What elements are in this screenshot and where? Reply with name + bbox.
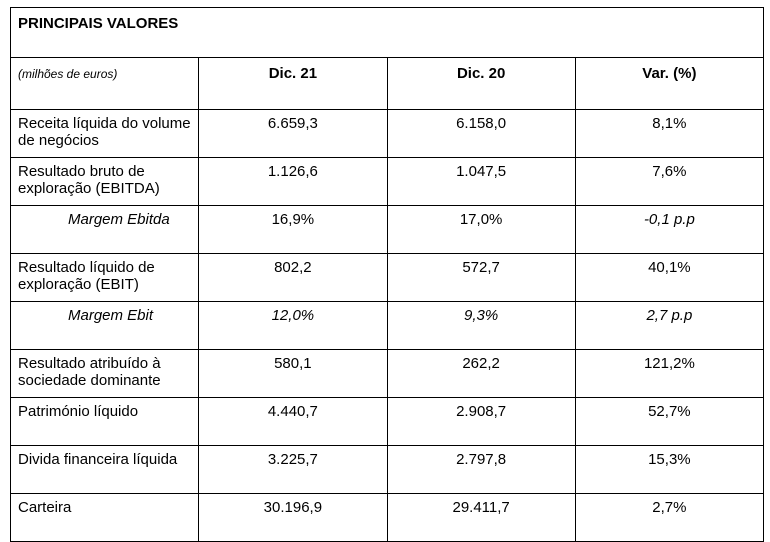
value-dic21: 3.225,7 [199, 446, 387, 494]
value-dic20: 262,2 [387, 350, 575, 398]
unit-label: (milhões de euros) [11, 58, 199, 110]
title-row [11, 8, 764, 58]
principal-values-table [10, 7, 764, 542]
value-dic21: 1.126,6 [199, 158, 387, 206]
value-dic20: 572,7 [387, 254, 575, 302]
value-dic21: 802,2 [199, 254, 387, 302]
value-var: 15,3% [575, 446, 763, 494]
value-dic20: 2.908,7 [387, 398, 575, 446]
table-row [11, 302, 764, 350]
table-row [11, 158, 764, 206]
value-dic21: 4.440,7 [199, 398, 387, 446]
value-dic20: 2.797,8 [387, 446, 575, 494]
table-row [11, 110, 764, 158]
value-var: 2,7 p.p [575, 302, 763, 350]
table-row [11, 446, 764, 494]
value-dic21: 6.659,3 [199, 110, 387, 158]
table-row [11, 206, 764, 254]
value-var: 121,2% [575, 350, 763, 398]
row-label: Carteira [11, 494, 199, 542]
row-label: Resultado bruto de exploração (EBITDA) [11, 158, 199, 206]
value-dic20: 6.158,0 [387, 110, 575, 158]
table-row [11, 494, 764, 542]
value-dic21: 30.196,9 [199, 494, 387, 542]
value-dic21: 16,9% [199, 206, 387, 254]
value-var: -0,1 p.p [575, 206, 763, 254]
value-dic20: 29.411,7 [387, 494, 575, 542]
row-label: Divida financeira líquida [11, 446, 199, 494]
table-row [11, 254, 764, 302]
value-dic20: 1.047,5 [387, 158, 575, 206]
row-label: Margem Ebit [11, 302, 199, 350]
row-label: Resultado atribuído à sociedade dominante [11, 350, 199, 398]
value-dic21: 12,0% [199, 302, 387, 350]
table-row [11, 350, 764, 398]
value-var: 7,6% [575, 158, 763, 206]
table-row [11, 398, 764, 446]
value-dic21: 580,1 [199, 350, 387, 398]
value-var: 40,1% [575, 254, 763, 302]
table-title: PRINCIPAIS VALORES [11, 8, 764, 58]
row-label: Margem Ebitda [11, 206, 199, 254]
value-var: 52,7% [575, 398, 763, 446]
value-var: 8,1% [575, 110, 763, 158]
header-row [11, 58, 764, 110]
row-label: Património líquido [11, 398, 199, 446]
row-label: Resultado líquido de exploração (EBIT) [11, 254, 199, 302]
value-var: 2,7% [575, 494, 763, 542]
column-header-dic21: Dic. 21 [199, 58, 387, 110]
value-dic20: 17,0% [387, 206, 575, 254]
column-header-dic20: Dic. 20 [387, 58, 575, 110]
value-dic20: 9,3% [387, 302, 575, 350]
row-label: Receita líquida do volume de negócios [11, 110, 199, 158]
column-header-var: Var. (%) [575, 58, 763, 110]
